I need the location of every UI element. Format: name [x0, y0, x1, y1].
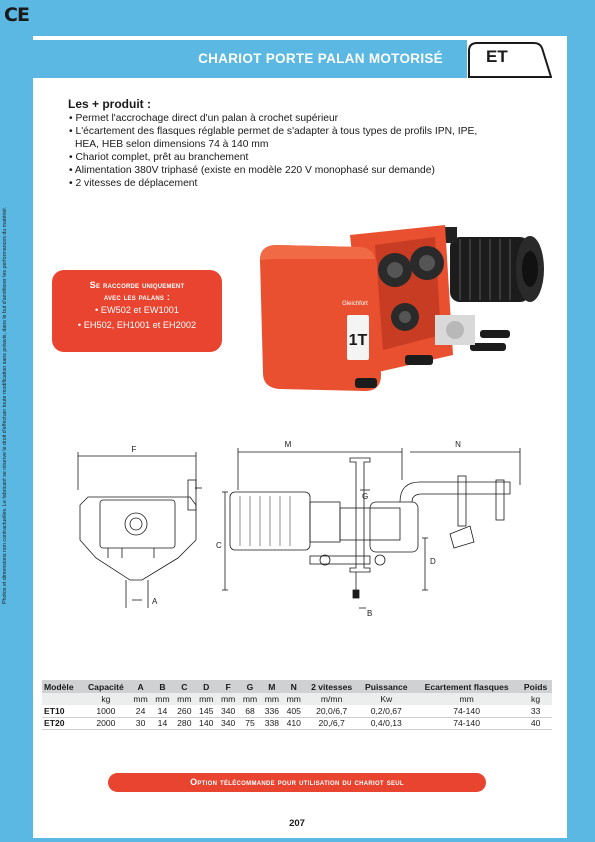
compat-title-1: Se raccorde uniquement	[89, 280, 185, 290]
feature-item: • L'écartement des flasques réglable permet de s'adapter à tous types de profils IPN, IPE, HEA, HEB selon dimensions 74 à 140 mm	[68, 125, 488, 151]
table-unit: mm	[195, 693, 217, 705]
dim-A: A	[152, 597, 158, 606]
table-header: A	[130, 680, 152, 693]
table-unit: mm	[130, 693, 152, 705]
table-header: Capacité	[82, 680, 130, 693]
table-header-row	[42, 680, 552, 693]
table-header: D	[195, 680, 217, 693]
dim-N: N	[455, 440, 461, 449]
table-header: F	[217, 680, 239, 693]
ce-mark: CE	[4, 4, 29, 26]
table-row	[42, 717, 552, 729]
features-heading: Les + produit :	[68, 97, 152, 111]
dim-G: G	[362, 492, 369, 501]
compatibility-callout	[52, 270, 222, 352]
table-header: Puissance	[359, 680, 415, 693]
table-unit: mm	[173, 693, 195, 705]
table-cell: 340	[217, 717, 239, 729]
table-cell: 14	[152, 717, 174, 729]
side-note	[2, 206, 16, 618]
table-cell: 20,0/6,7	[305, 705, 359, 717]
table-unit: mm	[217, 693, 239, 705]
table-cell: 0,2/0,67	[359, 705, 415, 717]
table-cell: 24	[130, 705, 152, 717]
table-unit: m/mn	[305, 693, 359, 705]
compat-title-2: avec les palans :	[103, 292, 171, 302]
table-header: M	[261, 680, 283, 693]
table-cell: 14	[152, 705, 174, 717]
feature-item: • 2 vitesses de déplacement	[68, 177, 488, 190]
table-cell: ET20	[42, 717, 82, 729]
table-cell: 74-140	[414, 717, 519, 729]
table-cell: 405	[283, 705, 305, 717]
feature-item: • Permet l'accrochage direct d'un palan à crochet supérieur	[68, 112, 488, 125]
brand-label: Gleichfort	[342, 301, 368, 307]
code-tab-frame	[468, 42, 552, 78]
table-cell: 74-140	[414, 705, 519, 717]
table-units-row	[42, 693, 552, 705]
specs-table	[42, 680, 552, 730]
features-block	[68, 98, 488, 190]
table-cell: 33	[519, 705, 552, 717]
table-cell: 145	[195, 705, 217, 717]
table-header: G	[239, 680, 261, 693]
trolley-photo	[255, 215, 555, 405]
side-note-text: Photos et dimensions non contractuelles. Le fabricant se réserve le droit d'effectuer toute modification sans préavis, dans le but d'améliorer les performances du matériel.	[2, 206, 8, 604]
table-header: C	[173, 680, 195, 693]
dim-B: B	[367, 609, 373, 618]
table-cell: 30	[130, 717, 152, 729]
table-header: N	[283, 680, 305, 693]
dim-F: F	[131, 445, 137, 454]
product-code: ET	[486, 47, 508, 66]
table-cell: 338	[261, 717, 283, 729]
feature-item: • Alimentation 380V triphasé (existe en modèle 220 V monophasé sur demande)	[68, 164, 488, 177]
table-header: Ecartement flasques	[414, 680, 519, 693]
table-unit: mm	[414, 693, 519, 705]
features-list	[68, 112, 488, 190]
table-header: Poids	[519, 680, 552, 693]
remote-option-banner: Option télécommande pour utilisation du chariot seul	[108, 773, 486, 792]
table-cell: 20,/6,7	[305, 717, 359, 729]
table-cell: 260	[173, 705, 195, 717]
table-cell: 40	[519, 717, 552, 729]
page-title: CHARIOT PORTE PALAN MOTORISÉ	[33, 40, 467, 78]
table-cell: 1000	[82, 705, 130, 717]
capacity-label: 1T	[348, 332, 368, 349]
table-row	[42, 705, 552, 717]
table-unit: mm	[283, 693, 305, 705]
table-cell: 2000	[82, 717, 130, 729]
technical-drawings	[70, 430, 540, 625]
table-unit: Kw	[359, 693, 415, 705]
feature-item: • Chariot complet, prêt au branchement	[68, 151, 488, 164]
table-cell: 410	[283, 717, 305, 729]
table-cell: ET10	[42, 705, 82, 717]
table-header: B	[152, 680, 174, 693]
table-unit: kg	[82, 693, 130, 705]
table-unit: mm	[239, 693, 261, 705]
dim-D: D	[430, 557, 436, 566]
table-cell: 340	[217, 705, 239, 717]
table-cell: 280	[173, 717, 195, 729]
dim-M: M	[284, 440, 292, 449]
table-header: 2 vitesses	[305, 680, 359, 693]
table-cell: 0,4/0,13	[359, 717, 415, 729]
table-unit: mm	[152, 693, 174, 705]
table-unit: mm	[261, 693, 283, 705]
table-cell: 75	[239, 717, 261, 729]
table-cell: 68	[239, 705, 261, 717]
dim-C: C	[216, 541, 222, 550]
compat-item: • EW502 et EW1001	[95, 305, 179, 315]
compat-item: • EH502, EH1001 et EH2002	[77, 320, 197, 330]
table-cell: 336	[261, 705, 283, 717]
table-unit: kg	[519, 693, 552, 705]
table-header: Modèle	[42, 680, 82, 693]
page-number: 207	[285, 815, 309, 831]
table-unit	[42, 693, 82, 705]
table-cell: 140	[195, 717, 217, 729]
